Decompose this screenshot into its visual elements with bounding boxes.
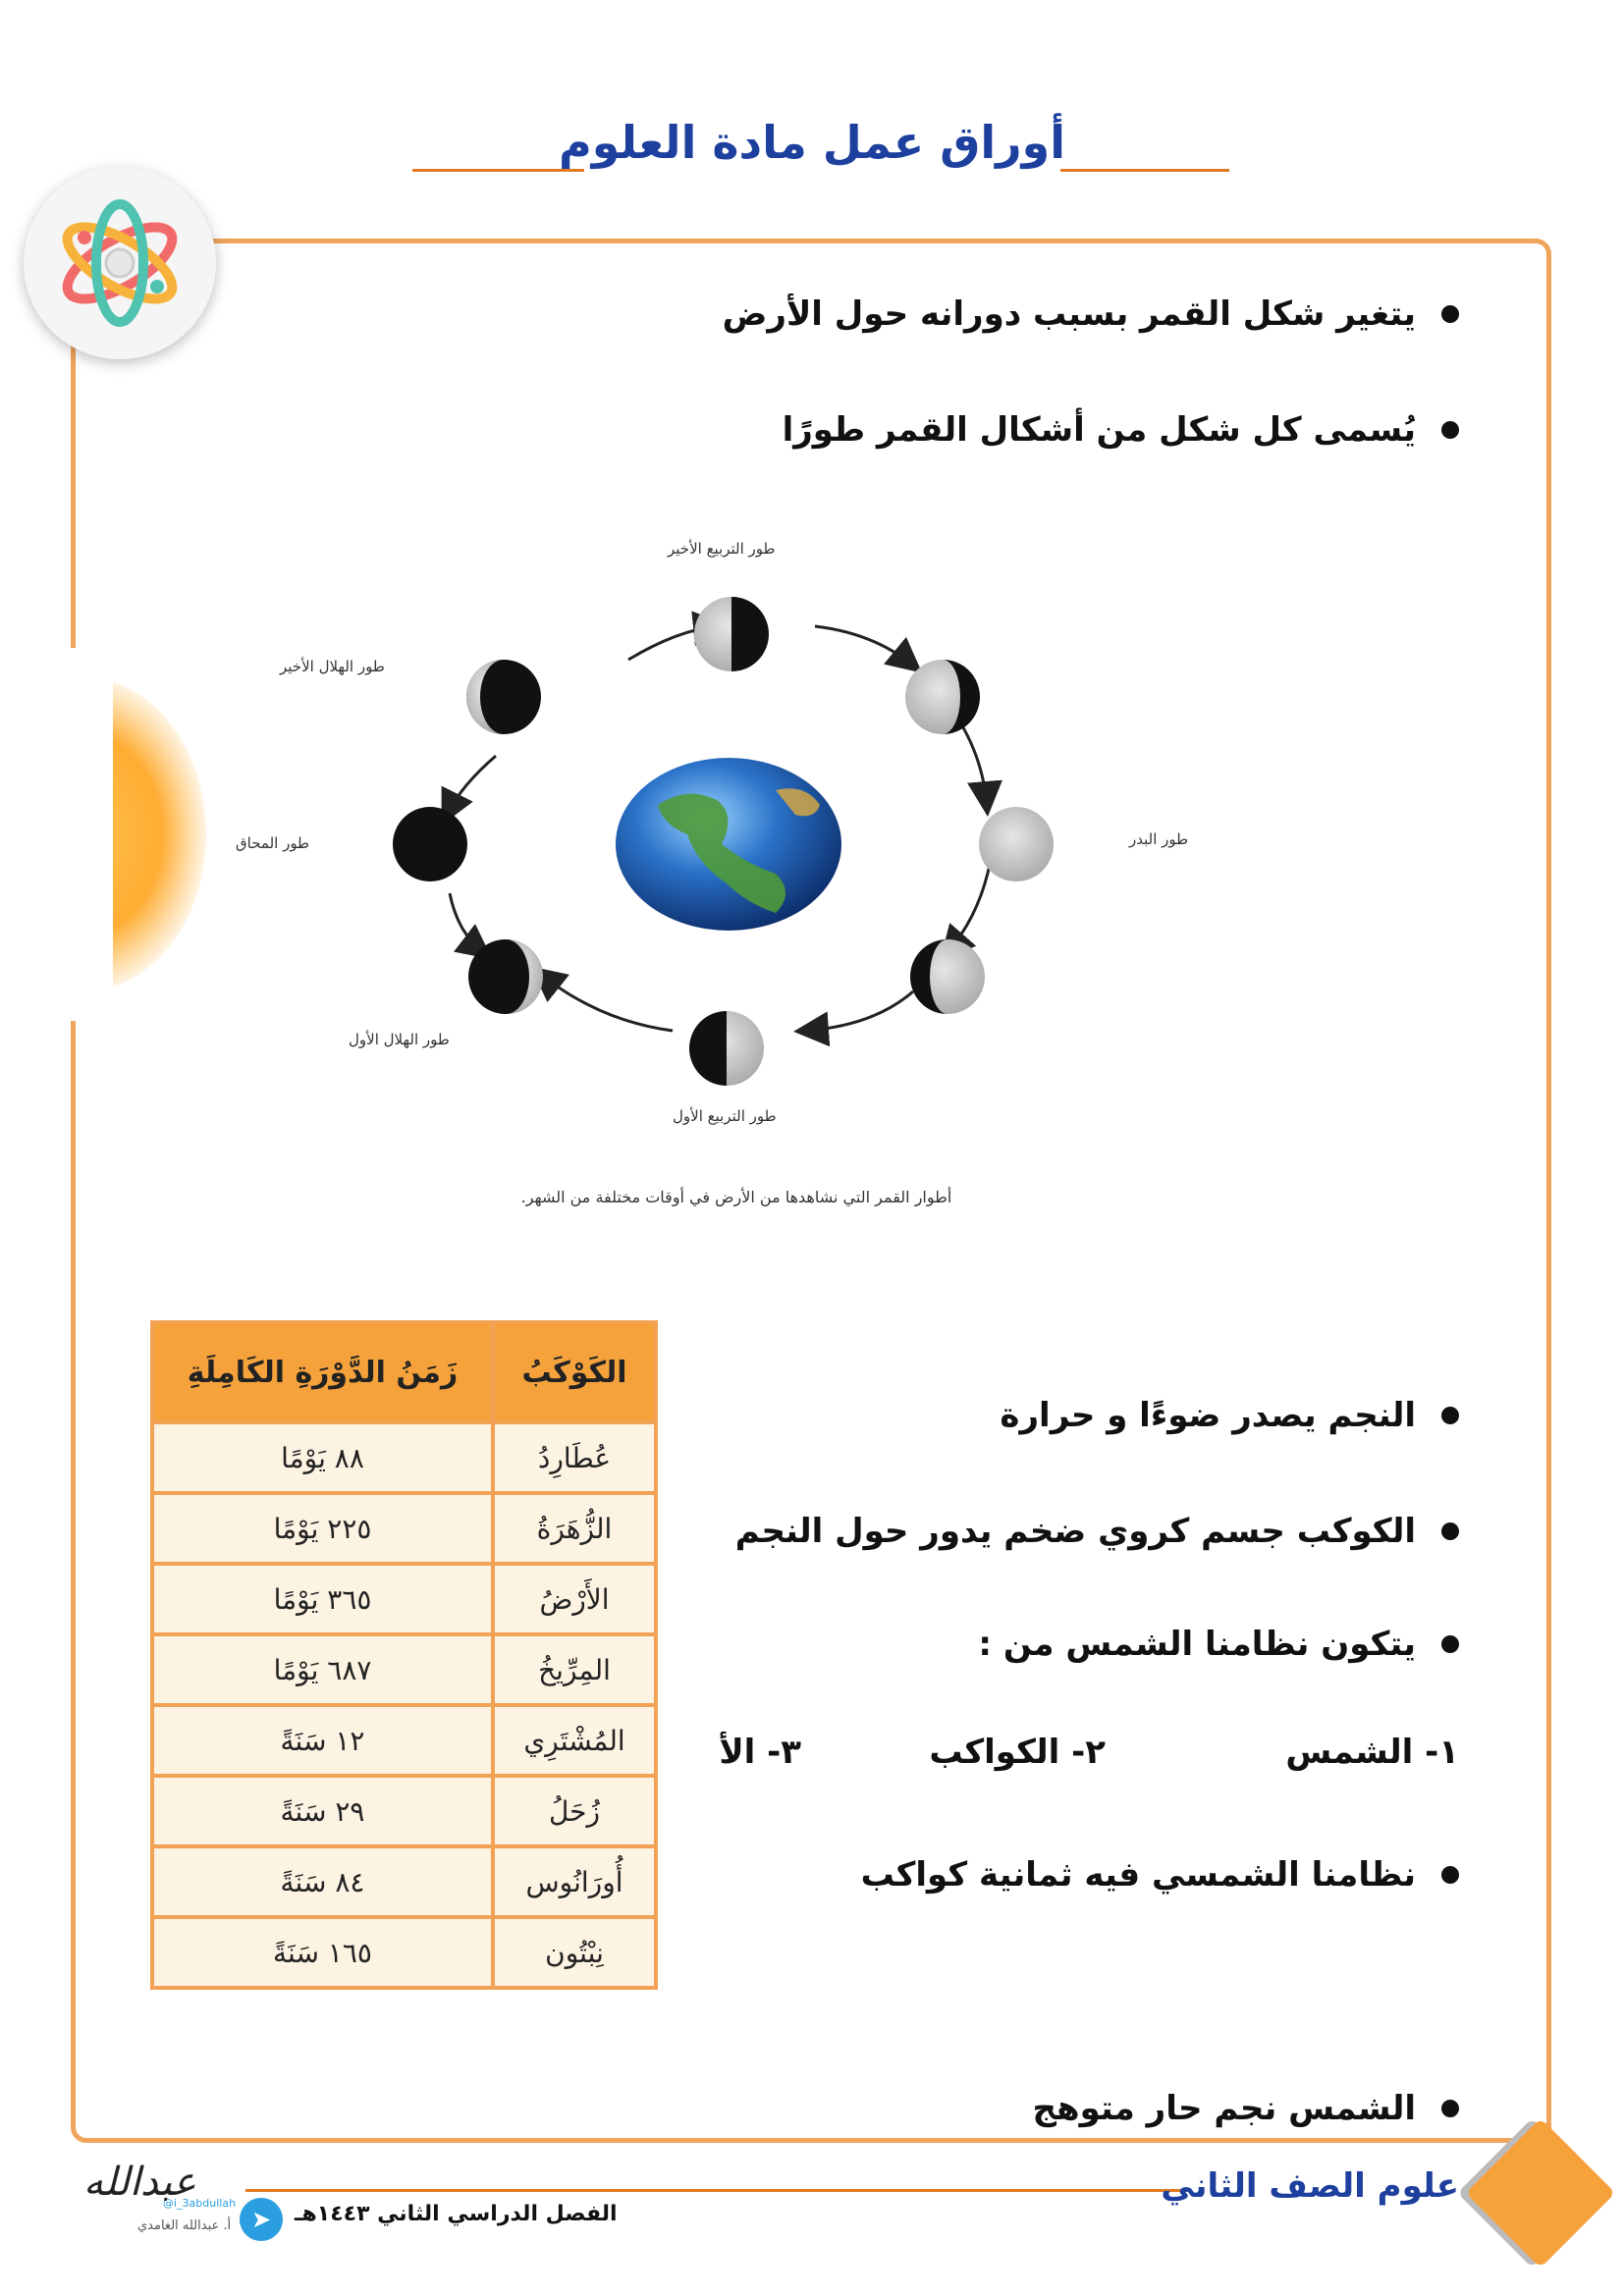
bullet-dot xyxy=(1441,1522,1459,1540)
bullet-text: النجم يصدر ضوءًا و حرارة xyxy=(1000,1396,1416,1435)
label-first-quarter: طور التربيع الأول xyxy=(673,1107,777,1125)
period-cell: ٣٦٥ يَوْمًا xyxy=(152,1564,493,1634)
moon-phases-svg xyxy=(226,520,1257,1247)
bullet-eight-planets xyxy=(861,1855,1459,1895)
bullet-text: نظامنا الشمسي فيه ثمانية كواكب xyxy=(860,1855,1416,1895)
page-title: أوراق عمل مادة العلوم xyxy=(559,116,1065,169)
moon-phases-diagram xyxy=(226,520,1257,1247)
moon-waxing-crescent xyxy=(468,939,543,1014)
moon-full xyxy=(979,807,1054,881)
bullet-text: يتغير شكل القمر بسبب دورانه حول الأرض xyxy=(722,294,1416,334)
earth-globe xyxy=(616,758,841,931)
table-row xyxy=(152,1422,656,1493)
grade-label: علوم الصف الثاني xyxy=(1161,2166,1459,2206)
label-last-quarter: طور التربيع الأخير xyxy=(668,540,776,558)
bullet-planet xyxy=(735,1512,1459,1551)
table-row xyxy=(152,1917,656,1988)
planet-cell: زُحَلُ xyxy=(493,1776,656,1846)
footer-rule xyxy=(245,2189,1188,2192)
planet-period-table xyxy=(150,1320,658,1990)
bullet-star xyxy=(1000,1396,1459,1435)
bullet-text: يُسمى كل شكل من أشكال القمر طورًا xyxy=(782,410,1416,450)
label-waning-crescent: طور الهلال الأخير xyxy=(280,658,385,675)
bullet-dot xyxy=(1441,1866,1459,1884)
moon-last-quarter xyxy=(694,597,769,671)
period-cell: ١٢ سَنَةً xyxy=(152,1705,493,1776)
period-cell: ٢٩ سَنَةً xyxy=(152,1776,493,1846)
component-sun: ١- الشمس xyxy=(1285,1733,1459,1772)
bullet-text: يتكون نظامنا الشمس من : xyxy=(978,1625,1416,1664)
planet-cell: المِرِّيخُ xyxy=(493,1634,656,1705)
telegram-icon[interactable]: ➤ xyxy=(240,2198,283,2241)
moon-waxing-gibbous xyxy=(910,939,985,1014)
table-row xyxy=(152,1776,656,1846)
table-row xyxy=(152,1634,656,1705)
label-waxing-crescent: طور الهلال الأول xyxy=(349,1031,450,1048)
moon-waning-crescent xyxy=(466,660,541,734)
signature: عبدالله xyxy=(83,2160,196,2205)
bullet-moon-shape xyxy=(723,294,1459,334)
table-header-row xyxy=(152,1322,656,1422)
planet-cell: أُورَانُوس xyxy=(493,1846,656,1917)
component-planets: ٢- الكواكب xyxy=(929,1733,1106,1772)
teacher-name: أ. عبدالله الغامدي xyxy=(137,2218,232,2233)
period-cell: ٢٢٥ يَوْمًا xyxy=(152,1493,493,1564)
table-row xyxy=(152,1846,656,1917)
bullet-dot xyxy=(1441,2100,1459,2117)
planet-cell: عُطَارِدُ xyxy=(493,1422,656,1493)
period-cell: ١٦٥ سَنَةً xyxy=(152,1917,493,1988)
label-full-moon: طور البدر xyxy=(1129,830,1189,848)
bullet-solar-system xyxy=(978,1625,1459,1664)
bullet-moon-phase xyxy=(783,410,1459,450)
diagram-caption: أطوار القمر التي نشاهدها من الأرض في أوقات مختلفة من الشهر. xyxy=(520,1188,952,1206)
planet-cell: نِبْتُون xyxy=(493,1917,656,1988)
bullet-dot xyxy=(1441,305,1459,323)
period-cell: ٦٨٧ يَوْمًا xyxy=(152,1634,493,1705)
planet-cell: الأَرْضُ xyxy=(493,1564,656,1634)
label-new-moon: طور المحاق xyxy=(236,834,309,852)
header-planet: الكَوْكَبُ xyxy=(493,1322,656,1422)
period-cell: ٨٤ سَنَةً xyxy=(152,1846,493,1917)
moon-first-quarter xyxy=(689,1011,764,1086)
bullet-text: الكوكب جسم كروي ضخم يدور حول النجم xyxy=(734,1512,1416,1551)
solar-system-components xyxy=(546,1733,1459,1772)
semester-label: الفصل الدراسي الثاني ١٤٤٣هـ xyxy=(295,2202,618,2226)
table-row xyxy=(152,1564,656,1634)
title-rule-right xyxy=(1060,169,1229,172)
moon-new xyxy=(393,807,467,881)
table-row xyxy=(152,1493,656,1564)
period-cell: ٨٨ يَوْمًا xyxy=(152,1422,493,1493)
bullet-dot xyxy=(1441,1635,1459,1653)
title-rule-left xyxy=(412,169,584,172)
planet-cell: المُشْتَرِي xyxy=(493,1705,656,1776)
sun-mask xyxy=(0,648,113,1021)
telegram-handle: @i_3abdullah xyxy=(163,2197,237,2210)
component-other: ٣- الأ xyxy=(719,1733,801,1772)
header-period: زَمَنُ الدَّوْرَةِ الكَامِلَةِ xyxy=(152,1322,493,1422)
bullet-dot xyxy=(1441,1407,1459,1424)
logo-badge xyxy=(24,167,216,359)
moon-waning-gibbous xyxy=(905,660,980,734)
planet-cell: الزُّهَرَةُ xyxy=(493,1493,656,1564)
bullet-text: الشمس نجم حار متوهج xyxy=(1032,2089,1416,2128)
bullet-sun-star xyxy=(1033,2089,1460,2128)
atom-icon xyxy=(24,167,216,359)
bullet-dot xyxy=(1441,421,1459,439)
